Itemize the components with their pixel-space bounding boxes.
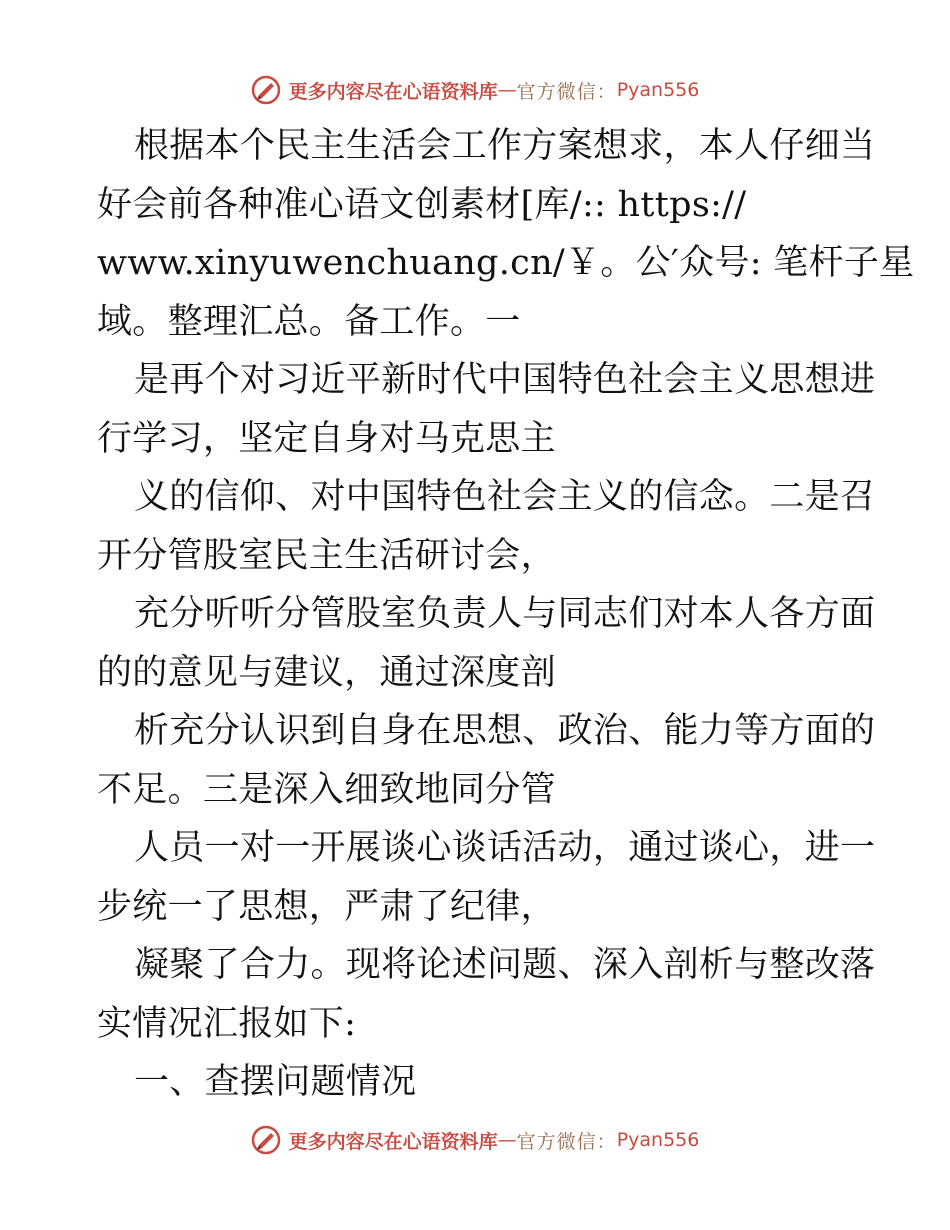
paragraph-line: 好会前各种准心语文创素材[库/:: https:// xyxy=(97,184,747,225)
paragraph-line: 行学习，坚定自身对马克思主 xyxy=(97,418,556,459)
banner-account: Pyan556 xyxy=(616,79,700,101)
banner-separator: — xyxy=(497,1129,517,1151)
paragraph-line: 步统一了思想，严肃了纪律， xyxy=(97,886,556,927)
header-watermark-banner xyxy=(0,70,950,110)
banner-sub-text: 官方微信： xyxy=(516,80,617,103)
banner-separator: — xyxy=(497,79,517,101)
paragraph-line: 实情况汇报如下: xyxy=(97,1003,357,1044)
paragraph-line: 开分管股室民主生活研讨会， xyxy=(97,535,556,576)
banner-sub-text: 官方微信： xyxy=(516,1130,617,1153)
paragraph-line: 充分听听分管股室负责人与同志们对本人各方面 xyxy=(134,594,876,634)
banner-main-text: 更多内容尽在心语资料库 xyxy=(288,1130,498,1153)
paragraph-line: 析充分认识到自身在思想、政治、能力等方面的 xyxy=(134,711,876,751)
paragraph-line: www.xinyuwenchuang.cn/￥。公′众号: 笔杆子星 xyxy=(97,243,915,283)
brand-logo-icon xyxy=(251,75,281,105)
paragraph-line: 凝聚了合力。现将论述问题、深入剖析与整改落 xyxy=(134,945,876,985)
paragraph-line: 人员一对一开展谈心谈话活动，通过谈心，进一 xyxy=(134,828,876,868)
banner-main-text: 更多内容尽在心语资料库 xyxy=(288,80,498,103)
banner-account: Pyan556 xyxy=(616,1129,700,1151)
paragraph-line: 的的意见与建议，通过深度剖 xyxy=(97,652,556,693)
paragraph-line: 根据本个民主生活会工作方案想求，本人仔细当 xyxy=(134,126,876,166)
paragraph-line: 不足。三是深入细致地同分管 xyxy=(97,769,556,810)
paragraph-line: 义的信仰、对中国特色社会主义的信念。二是召 xyxy=(134,477,876,517)
paragraph-line: 域。整理汇总。备工作。一 xyxy=(97,301,521,342)
paragraph-line: 一、查摆问题情况 xyxy=(134,1062,417,1102)
document-body xyxy=(97,117,915,1112)
paragraph-line: 是再个对习近平新时代中国特色社会主义思想进 xyxy=(134,360,876,400)
footer-watermark-banner xyxy=(0,1120,950,1160)
brand-logo-icon xyxy=(251,1125,281,1155)
